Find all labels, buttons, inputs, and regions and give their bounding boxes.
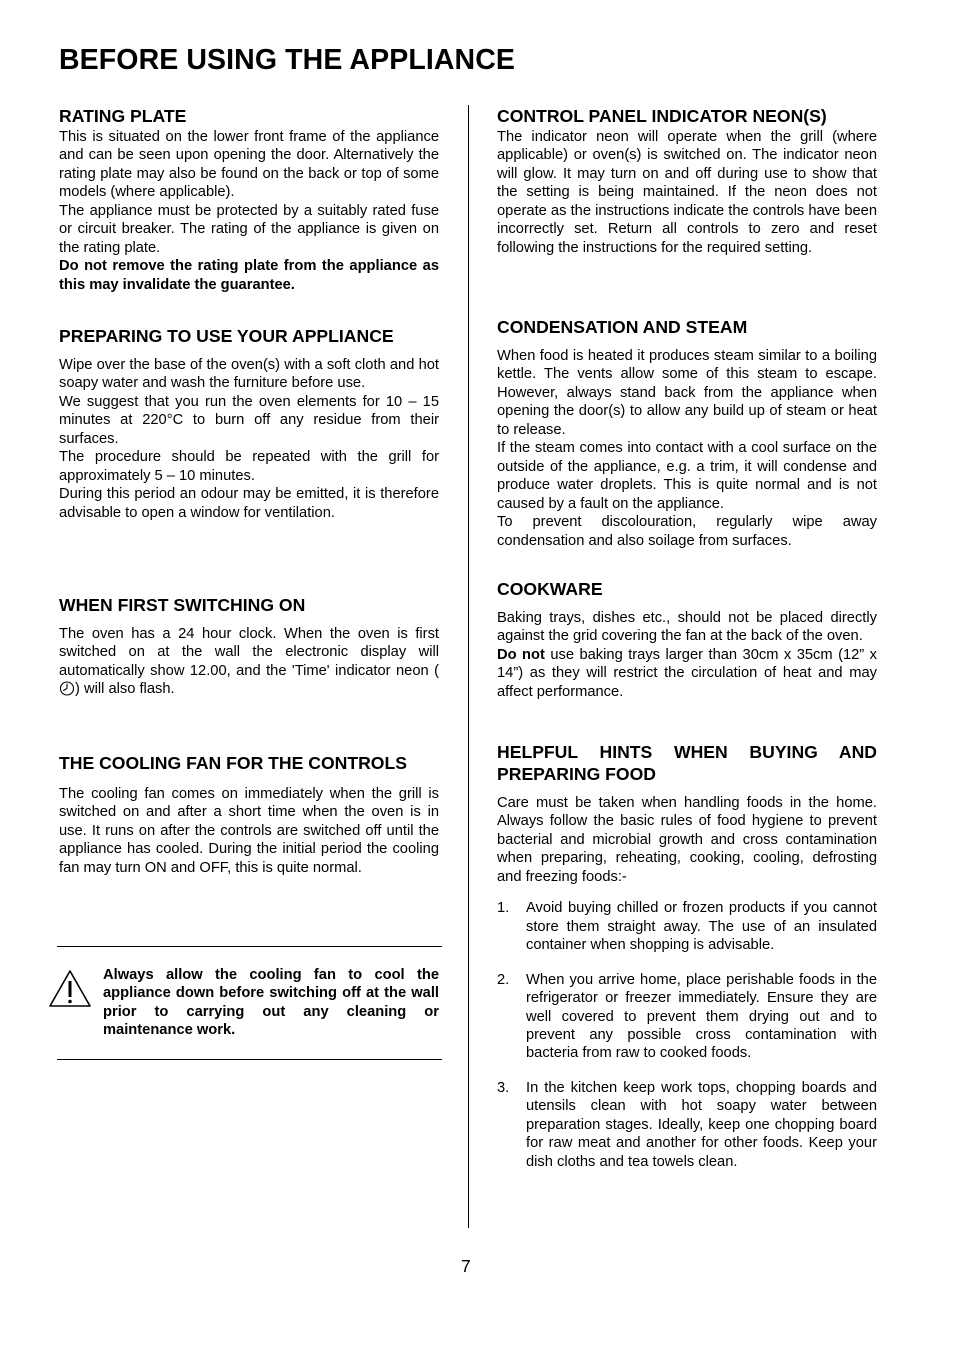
clock-icon — [59, 680, 75, 696]
paragraph: We suggest that you run the oven elements for 10 – 15 minutes at 220°C to burn off any residue from their surfaces. — [59, 393, 439, 447]
paragraph — [59, 625, 439, 699]
list-number: 1. — [497, 900, 510, 917]
section-preparing — [59, 325, 439, 522]
section-heading: COOKWARE — [497, 579, 603, 599]
text-run: The oven has a 24 hour clock. When the oven is first switched on at the wall the electronic display will automatically show 12.00, and the 'Time' indicator neon ( — [59, 626, 439, 679]
column-divider — [468, 105, 469, 1228]
warning-triangle-icon — [48, 969, 92, 1009]
section-heading: WHEN FIRST SWITCHING ON — [59, 595, 306, 615]
page-title: BEFORE USING THE APPLIANCE — [59, 44, 515, 76]
section-heading: RATING PLATE — [59, 106, 187, 126]
paragraph: Care must be taken when handling foods in the home. Always follow the basic rules of food hygiene to prevent bacterial and microbial growth and cross contamination when preparing, reheating, cooking, cooling, defrosting and freezing foods:- — [497, 795, 877, 885]
list-item-text: When you arrive home, place perishable foods in the refrigerator or freezer immediately. Ensure they are well covered to prevent them drying out and to prevent any possible cross contamination with bacteria from raw to cooked foods. — [526, 971, 877, 1062]
section-cookware — [497, 578, 877, 701]
page-number: 7 — [461, 1256, 471, 1276]
list-item — [497, 1079, 877, 1171]
section-rating-plate — [59, 105, 439, 294]
list-item-text: Avoid buying chilled or frozen products if you cannot store them straight away. The use of an insulated container when shopping is advisable. — [526, 900, 877, 954]
text-run: ) will also flash. — [75, 681, 175, 698]
warning-text: Always allow the cooling fan to cool the appliance down before switching off at the wall prior to carrying out any cleaning or maintenance work. — [103, 967, 439, 1039]
paragraph: When food is heated it produces steam similar to a boiling kettle. The vents allow some of this steam to escape. However, always stand back from the appliance when opening the door(s) to allow any build up of steam or heat to release. — [497, 348, 877, 438]
paragraph: This is situated on the lower front frame of the appliance and can be seen upon opening the door. Alternatively the rating plate may also be found on the back or top of some models (where applicable). — [59, 129, 439, 201]
section-condensation — [497, 316, 877, 550]
list-item-text: In the kitchen keep work tops, chopping boards and utensils clean with hot soapy water between preparation stages. Ideally, keep one chopping board for raw meat and another for other foods. Keep your dish cloths and tea towels clean. — [526, 1079, 877, 1170]
section-helpful-hints — [497, 741, 877, 1187]
paragraph: The procedure should be repeated with the grill for approximately 5 – 10 minutes. — [59, 449, 439, 484]
text-run: use baking trays larger than 30cm x 35cm (12” x 14”) as they will restrict the circulation of heat and may affect performance. — [497, 646, 877, 700]
section-heading: PREPARING TO USE YOUR APPLIANCE — [59, 326, 394, 346]
emphasis: Do not — [497, 646, 545, 663]
paragraph: If the steam comes into contact with a cool surface on the outside of the appliance, e.g. a trim, it will condense and produce water droplets. This is quite normal and is not caused by a fault on the appliance. — [497, 440, 877, 512]
list-item — [497, 899, 877, 954]
paragraph: Baking trays, dishes etc., should not be placed directly against the grid covering the fan at the back of the oven. — [497, 610, 877, 645]
list-number: 3. — [497, 1079, 510, 1096]
section-heading: HELPFUL HINTS WHEN BUYING AND PREPARING FOOD — [497, 742, 877, 784]
section-control-panel-neon — [497, 105, 877, 257]
paragraph — [497, 646, 877, 701]
warning-box — [57, 946, 442, 1060]
list-item — [497, 971, 877, 1063]
list-number: 2. — [497, 971, 510, 988]
paragraph: The indicator neon will operate when the grill (where applicable) or oven(s) is switched on. The indicator neon will glow. It may turn on and off during use to show that the setting is being maintained. If the neon does not operate as the instructions indicate the controls have been incorrectly set. Return all controls to zero and reset following the instructions for the required setting. — [497, 129, 877, 256]
paragraph: To prevent discolouration, regularly wipe away condensation and also soilage from surfaces. — [497, 514, 877, 549]
section-heading: CONTROL PANEL INDICATOR NEON(S) — [497, 106, 827, 126]
paragraph: Wipe over the base of the oven(s) with a soft cloth and hot soapy water and wash the furniture before use. — [59, 357, 439, 392]
paragraph: During this period an odour may be emitted, it is therefore advisable to open a window for ventilation. — [59, 486, 439, 521]
warning-paragraph: Do not remove the rating plate from the appliance as this may invalidate the guarantee. — [59, 258, 439, 293]
hints-list — [497, 899, 877, 1171]
section-cooling-fan — [59, 752, 439, 877]
section-first-switching-on — [59, 594, 439, 699]
section-heading: CONDENSATION AND STEAM — [497, 317, 748, 337]
section-heading: THE COOLING FAN FOR THE CONTROLS — [59, 753, 407, 773]
paragraph: The cooling fan comes on immediately when the grill is switched on and after a short time when the oven is in use. It runs on after the controls are switched off until the appliance has cooled. During the initial period the cooling fan may turn ON and OFF, this is quite normal. — [59, 786, 439, 876]
paragraph: The appliance must be protected by a suitably rated fuse or circuit breaker. The rating of the appliance is given on the rating plate. — [59, 202, 439, 256]
